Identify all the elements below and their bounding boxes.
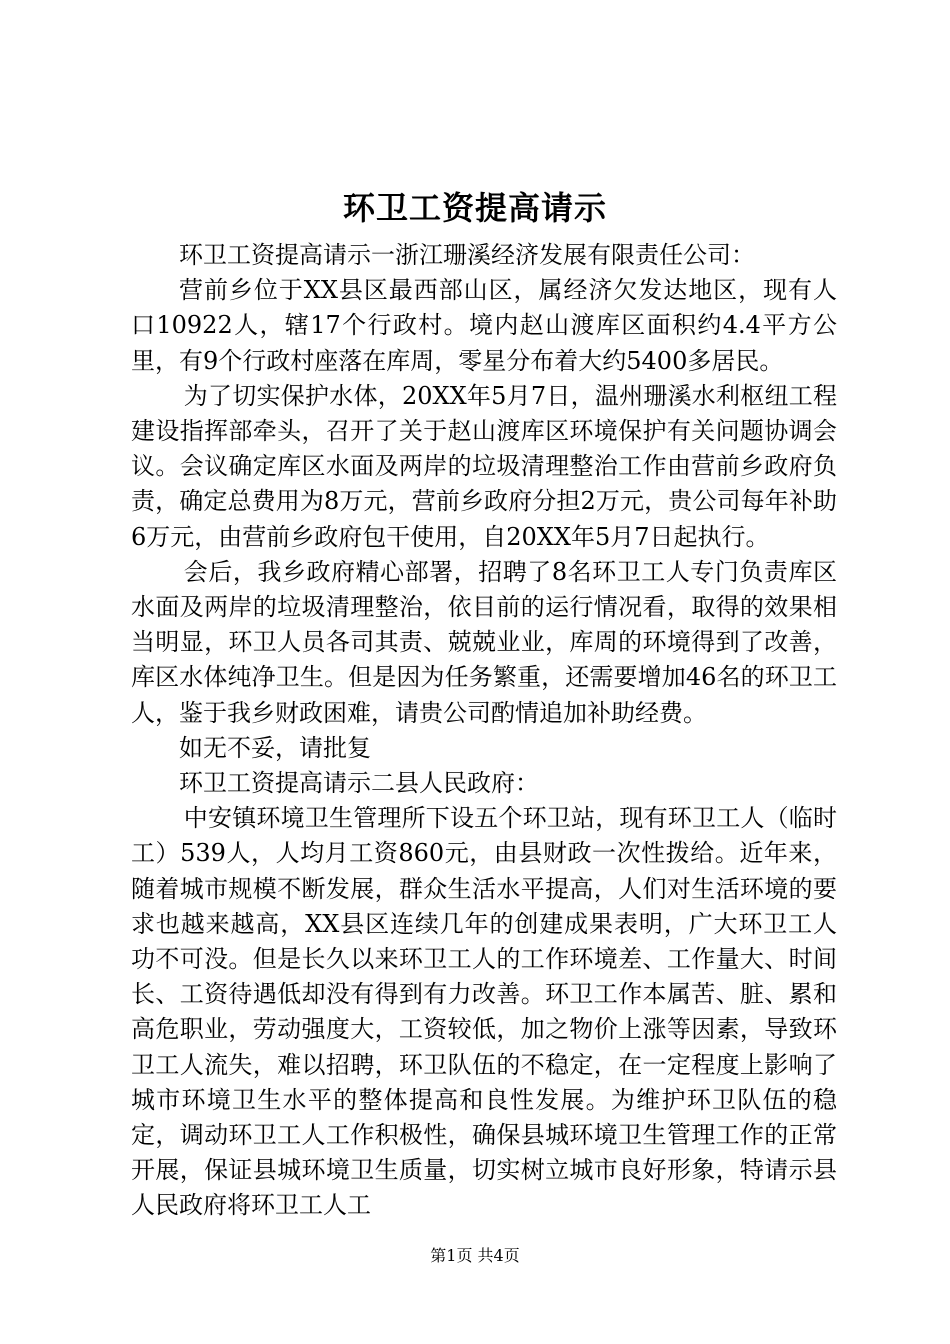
document-title: 环卫工资提高请示 [342,189,607,227]
paragraph-salutation-1: 环卫工资提高请示一浙江珊溪经济发展有限责任公司： [179,241,755,269]
paragraph-meeting: 为了切实保护水体，20XX年5月7日，温州珊溪水利枢纽工程建设指挥部牵头，召开了关于赵山渡库区环境保护有关问题协调会议。会议确定库区水面及两岸的垃圾清理整治工作由营前乡政府负责，确定总费用为8万元，营前乡政府分担2万元，贵公司每年补助6万元，由营前乡政府包干使用，自20XX年5月7日起执行。 [131,381,837,551]
paragraph-sanitation-wages: 中安镇环境卫生管理所下设五个环卫站，现有环卫工人（临时工）539人，人均月工资860元，由县财政一次性拨给。近年来，随着城市规模不断发展，群众生活水平提高，人们对生活环境的要求也越来越高，XX县区连续几年的创建成果表明，广大环卫工人功不可没。但是长久以来环卫工人的工作环境差、工作量大、时间长、工资待遇低却没有得到有力改善。环卫工作本属苦、脏、累和高危职业，劳动强度大，工资较低，加之物价上涨等因素，导致环卫工人流失，难以招聘，环卫队伍的不稳定，在一定程度上影响了城市环境卫生水平的整体提高和良性发展。为维护环卫队伍的稳定，调动环卫工人工作积极性，确保县城环境卫生管理工作的正常开展，保证县城环境卫生质量，切实树立城市良好形象，特请示县人民政府将环卫工人工 [131,804,837,1220]
paragraph-request-funding: 会后，我乡政府精心部署，招聘了8名环卫工人专门负责库区水面及两岸的垃圾清理整治，依目前的运行情况看，取得的效果相当明显，环卫人员各司其责、兢兢业业，库周的环境得到了改善，库区水体纯净卫生。但是因为任务繁重，还需要增加46名的环卫工人，鉴于我乡财政困难，请贵公司酌情追加补助经费。 [131,557,837,727]
document-body [131,238,837,1224]
page-footer: 第1页 共4页 [430,1246,520,1265]
paragraph-background: 营前乡位于XX县区最西部山区，属经济欠发达地区，现有人口10922人，辖17个行政村。境内赵山渡库区面积约4.4平方公里，有9个行政村座落在库周，零星分布着大约5400多居民。 [131,276,837,375]
paragraph-closing: 如无不妥，请批复 [179,733,371,762]
paragraph-salutation-2: 环卫工资提高请示二县人民政府： [179,769,539,798]
